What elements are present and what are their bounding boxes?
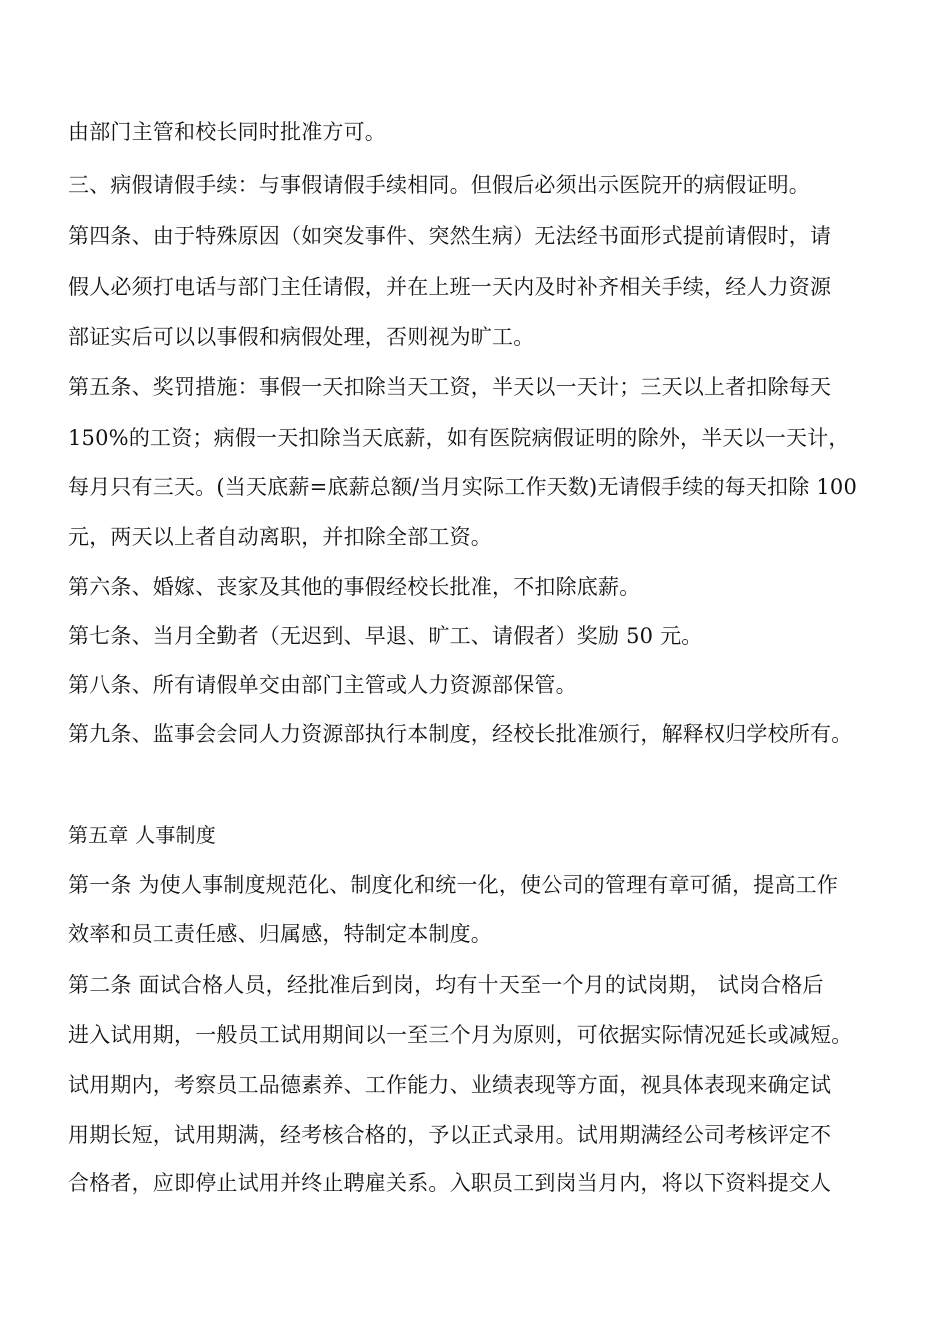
text-line: 第二条 面试合格人员，经批准后到岗，均有十天至一个月的试岗期， 试岗合格后 xyxy=(68,973,824,997)
text-line: 三、病假请假手续：与事假请假手续相同。但假后必须出示医院开的病假证明。 xyxy=(68,173,810,197)
text-line: 150%的工资；病假一天扣除当天底薪，如有医院病假证明的除外，半天以一天计， xyxy=(68,426,850,450)
text-line: 元，两天以上者自动离职，并扣除全部工资。 xyxy=(68,525,492,549)
text-line: 由部门主管和校长同时批准方可。 xyxy=(68,120,386,144)
text-line: 第七条、当月全勤者（无迟到、早退、旷工、请假者）奖励 50 元。 xyxy=(68,624,703,648)
text-line: 试用期内，考察员工品德素养、工作能力、业绩表现等方面，视具体表现来确定试 xyxy=(68,1073,832,1097)
text-line: 第一条 为使人事制度规范化、制度化和统一化，使公司的管理有章可循，提高工作 xyxy=(68,873,839,897)
text-line: 每月只有三天。(当天底薪=底薪总额/当月实际工作天数)无请假手续的每天扣除 100 xyxy=(68,475,858,499)
text-line: 第八条、所有请假单交由部门主管或人力资源部保管。 xyxy=(68,673,577,697)
text-line: 假人必须打电话与部门主任请假，并在上班一天内及时补齐相关手续，经人力资源 xyxy=(68,275,832,299)
text-line: 用期长短，试用期满，经考核合格的，予以正式录用。试用期满经公司考核评定不 xyxy=(68,1123,832,1147)
text-line: 合格者，应即停止试用并终止聘雇关系。入职员工到岗当月内，将以下资料提交人 xyxy=(68,1171,832,1195)
text-line: 效率和员工责任感、归属感，特制定本制度。 xyxy=(68,922,492,946)
text-line: 第四条、由于特殊原因（如突发事件、突然生病）无法经书面形式提前请假时，请 xyxy=(68,224,832,248)
text-line: 第九条、监事会会同人力资源部执行本制度，经校长批准颁行，解释权归学校所有。 xyxy=(68,722,853,746)
text-line: 第五条、奖罚措施：事假一天扣除当天工资，半天以一天计；三天以上者扣除每天 xyxy=(68,375,832,399)
chapter-heading: 第五章 人事制度 xyxy=(68,823,216,847)
text-line: 进入试用期，一般员工试用期间以一至三个月为原则，可依据实际情况延长或减短。 xyxy=(68,1023,853,1047)
text-line: 部证实后可以以事假和病假处理，否则视为旷工。 xyxy=(68,325,535,349)
text-line: 第六条、婚嫁、丧家及其他的事假经校长批准，不扣除底薪。 xyxy=(68,575,641,599)
